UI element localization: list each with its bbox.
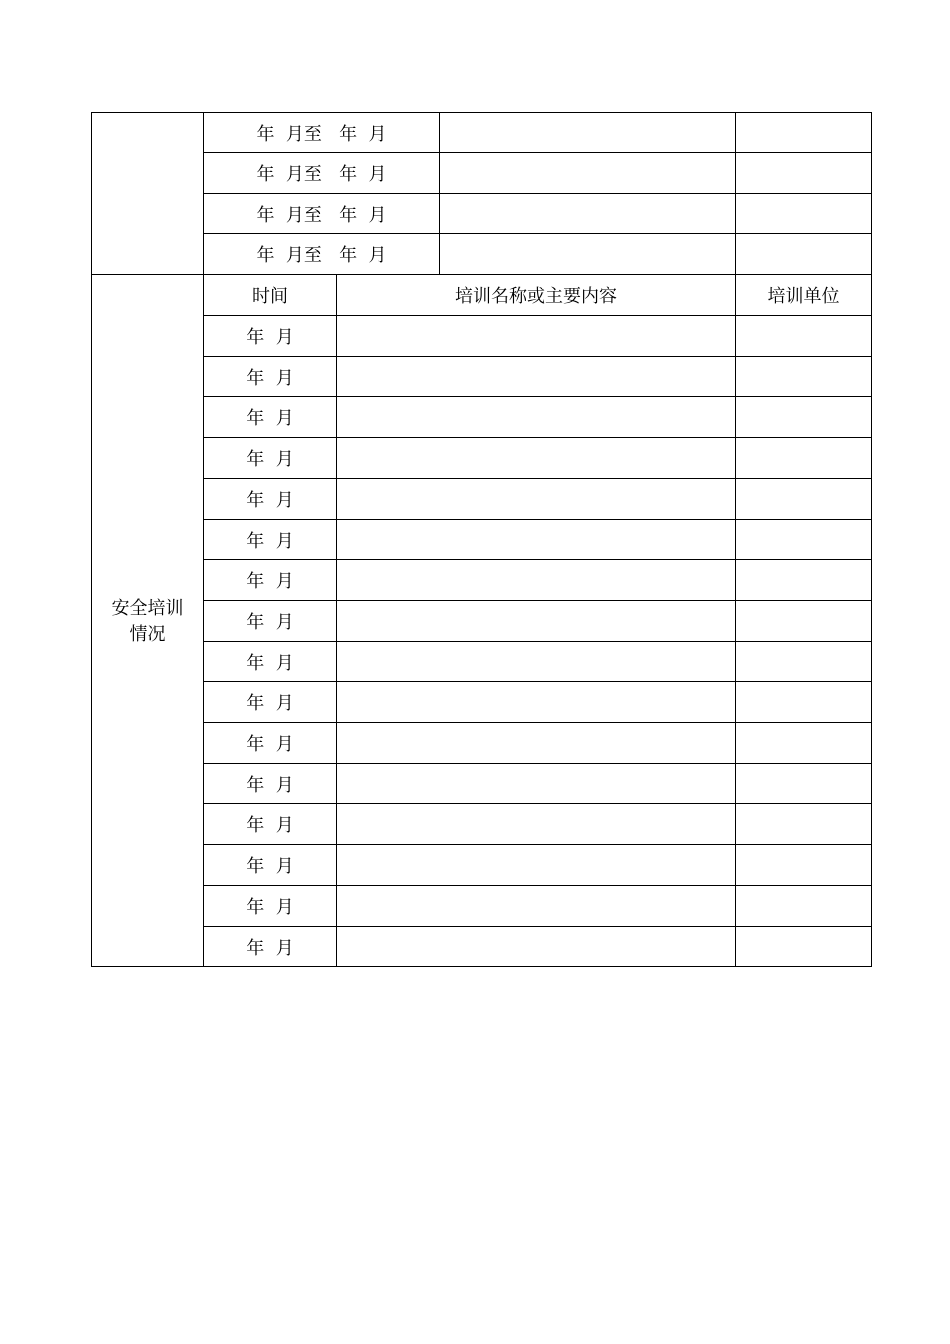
training-content-cell[interactable] [337, 845, 735, 885]
training-content-cell[interactable] [337, 804, 735, 844]
training-time-cell [204, 316, 336, 356]
training-unit-cell[interactable] [736, 357, 871, 396]
training-time-cell [204, 479, 336, 519]
training-unit-cell[interactable] [736, 397, 871, 437]
training-time-text: 年 月 [246, 815, 294, 836]
training-time-cell [204, 397, 336, 437]
training-time-cell [204, 601, 336, 641]
training-time-cell [204, 764, 336, 803]
training-content-cell[interactable] [337, 560, 735, 600]
table-bottom-border [91, 966, 872, 967]
training-time-text: 年 月 [246, 734, 294, 755]
training-time-cell [204, 520, 336, 559]
training-time-cell [204, 927, 336, 966]
training-unit-cell[interactable] [736, 927, 871, 966]
training-content-cell[interactable] [337, 357, 735, 396]
training-time-text: 年 月 [246, 774, 294, 796]
training-time-text: 年 月 [246, 937, 294, 959]
training-time-cell [204, 804, 336, 844]
training-time-text: 年 月 [246, 408, 294, 429]
training-time-text: 年 月 [246, 571, 294, 592]
training-time-cell [204, 886, 336, 926]
training-time-cell [204, 723, 336, 763]
training-content-cell[interactable] [337, 886, 735, 926]
training-content-cell[interactable] [337, 316, 735, 356]
training-content-cell[interactable] [337, 927, 735, 966]
training-section-label [92, 596, 203, 648]
training-unit-cell[interactable] [736, 520, 871, 559]
training-content-cell[interactable] [337, 520, 735, 559]
training-unit-cell[interactable] [736, 845, 871, 885]
training-content-cell[interactable] [337, 397, 735, 437]
training-content-cell[interactable] [337, 479, 735, 519]
training-content-cell[interactable] [337, 601, 735, 641]
training-time-text: 年 月 [246, 612, 294, 633]
period-text: 年 月至 年 月 [256, 164, 387, 185]
training-content-cell[interactable] [337, 642, 735, 681]
period-text: 年 月至 年 月 [256, 245, 387, 266]
training-label-line1: 安全培训 [111, 598, 184, 619]
training-unit-cell[interactable] [736, 642, 871, 681]
top-row [204, 234, 439, 274]
training-unit-cell[interactable] [736, 560, 871, 600]
training-time-cell [204, 357, 336, 396]
table-right-border [871, 112, 872, 967]
period-text: 年 月至 年 月 [256, 204, 387, 226]
training-time-text: 年 月 [246, 327, 294, 348]
training-unit-cell[interactable] [736, 764, 871, 803]
training-time-cell [204, 642, 336, 681]
training-time-text: 年 月 [246, 652, 294, 674]
training-unit-cell[interactable] [736, 682, 871, 722]
header-time: 时间 [252, 286, 288, 307]
table-left-border [91, 112, 92, 967]
training-unit-cell[interactable] [736, 723, 871, 763]
training-time-text: 年 月 [246, 449, 294, 470]
training-time-text: 年 月 [246, 856, 294, 877]
header-content: 培训名称或主要内容 [455, 286, 617, 307]
training-unit-cell[interactable] [736, 886, 871, 926]
training-time-text: 年 月 [246, 490, 294, 511]
training-time-cell [204, 845, 336, 885]
training-content-cell[interactable] [337, 723, 735, 763]
top-row [204, 194, 439, 233]
training-time-text: 年 月 [246, 367, 294, 389]
top-row [204, 113, 439, 152]
top-row [204, 153, 439, 193]
header-unit: 培训单位 [767, 286, 840, 307]
training-content-cell[interactable] [337, 438, 735, 478]
training-content-cell[interactable] [337, 682, 735, 722]
training-time-text: 年 月 [246, 693, 294, 714]
training-label-line2: 情况 [129, 624, 166, 645]
training-unit-cell[interactable] [736, 479, 871, 519]
period-text: 年 月至 年 月 [256, 123, 387, 145]
training-unit-cell[interactable] [736, 804, 871, 844]
training-unit-cell[interactable] [736, 438, 871, 478]
training-unit-cell[interactable] [736, 316, 871, 356]
training-time-cell [204, 682, 336, 722]
training-content-cell[interactable] [337, 764, 735, 803]
training-time-cell [204, 438, 336, 478]
training-unit-cell[interactable] [736, 601, 871, 641]
training-time-cell [204, 560, 336, 600]
training-time-text: 年 月 [246, 897, 294, 918]
training-time-text: 年 月 [246, 530, 294, 552]
